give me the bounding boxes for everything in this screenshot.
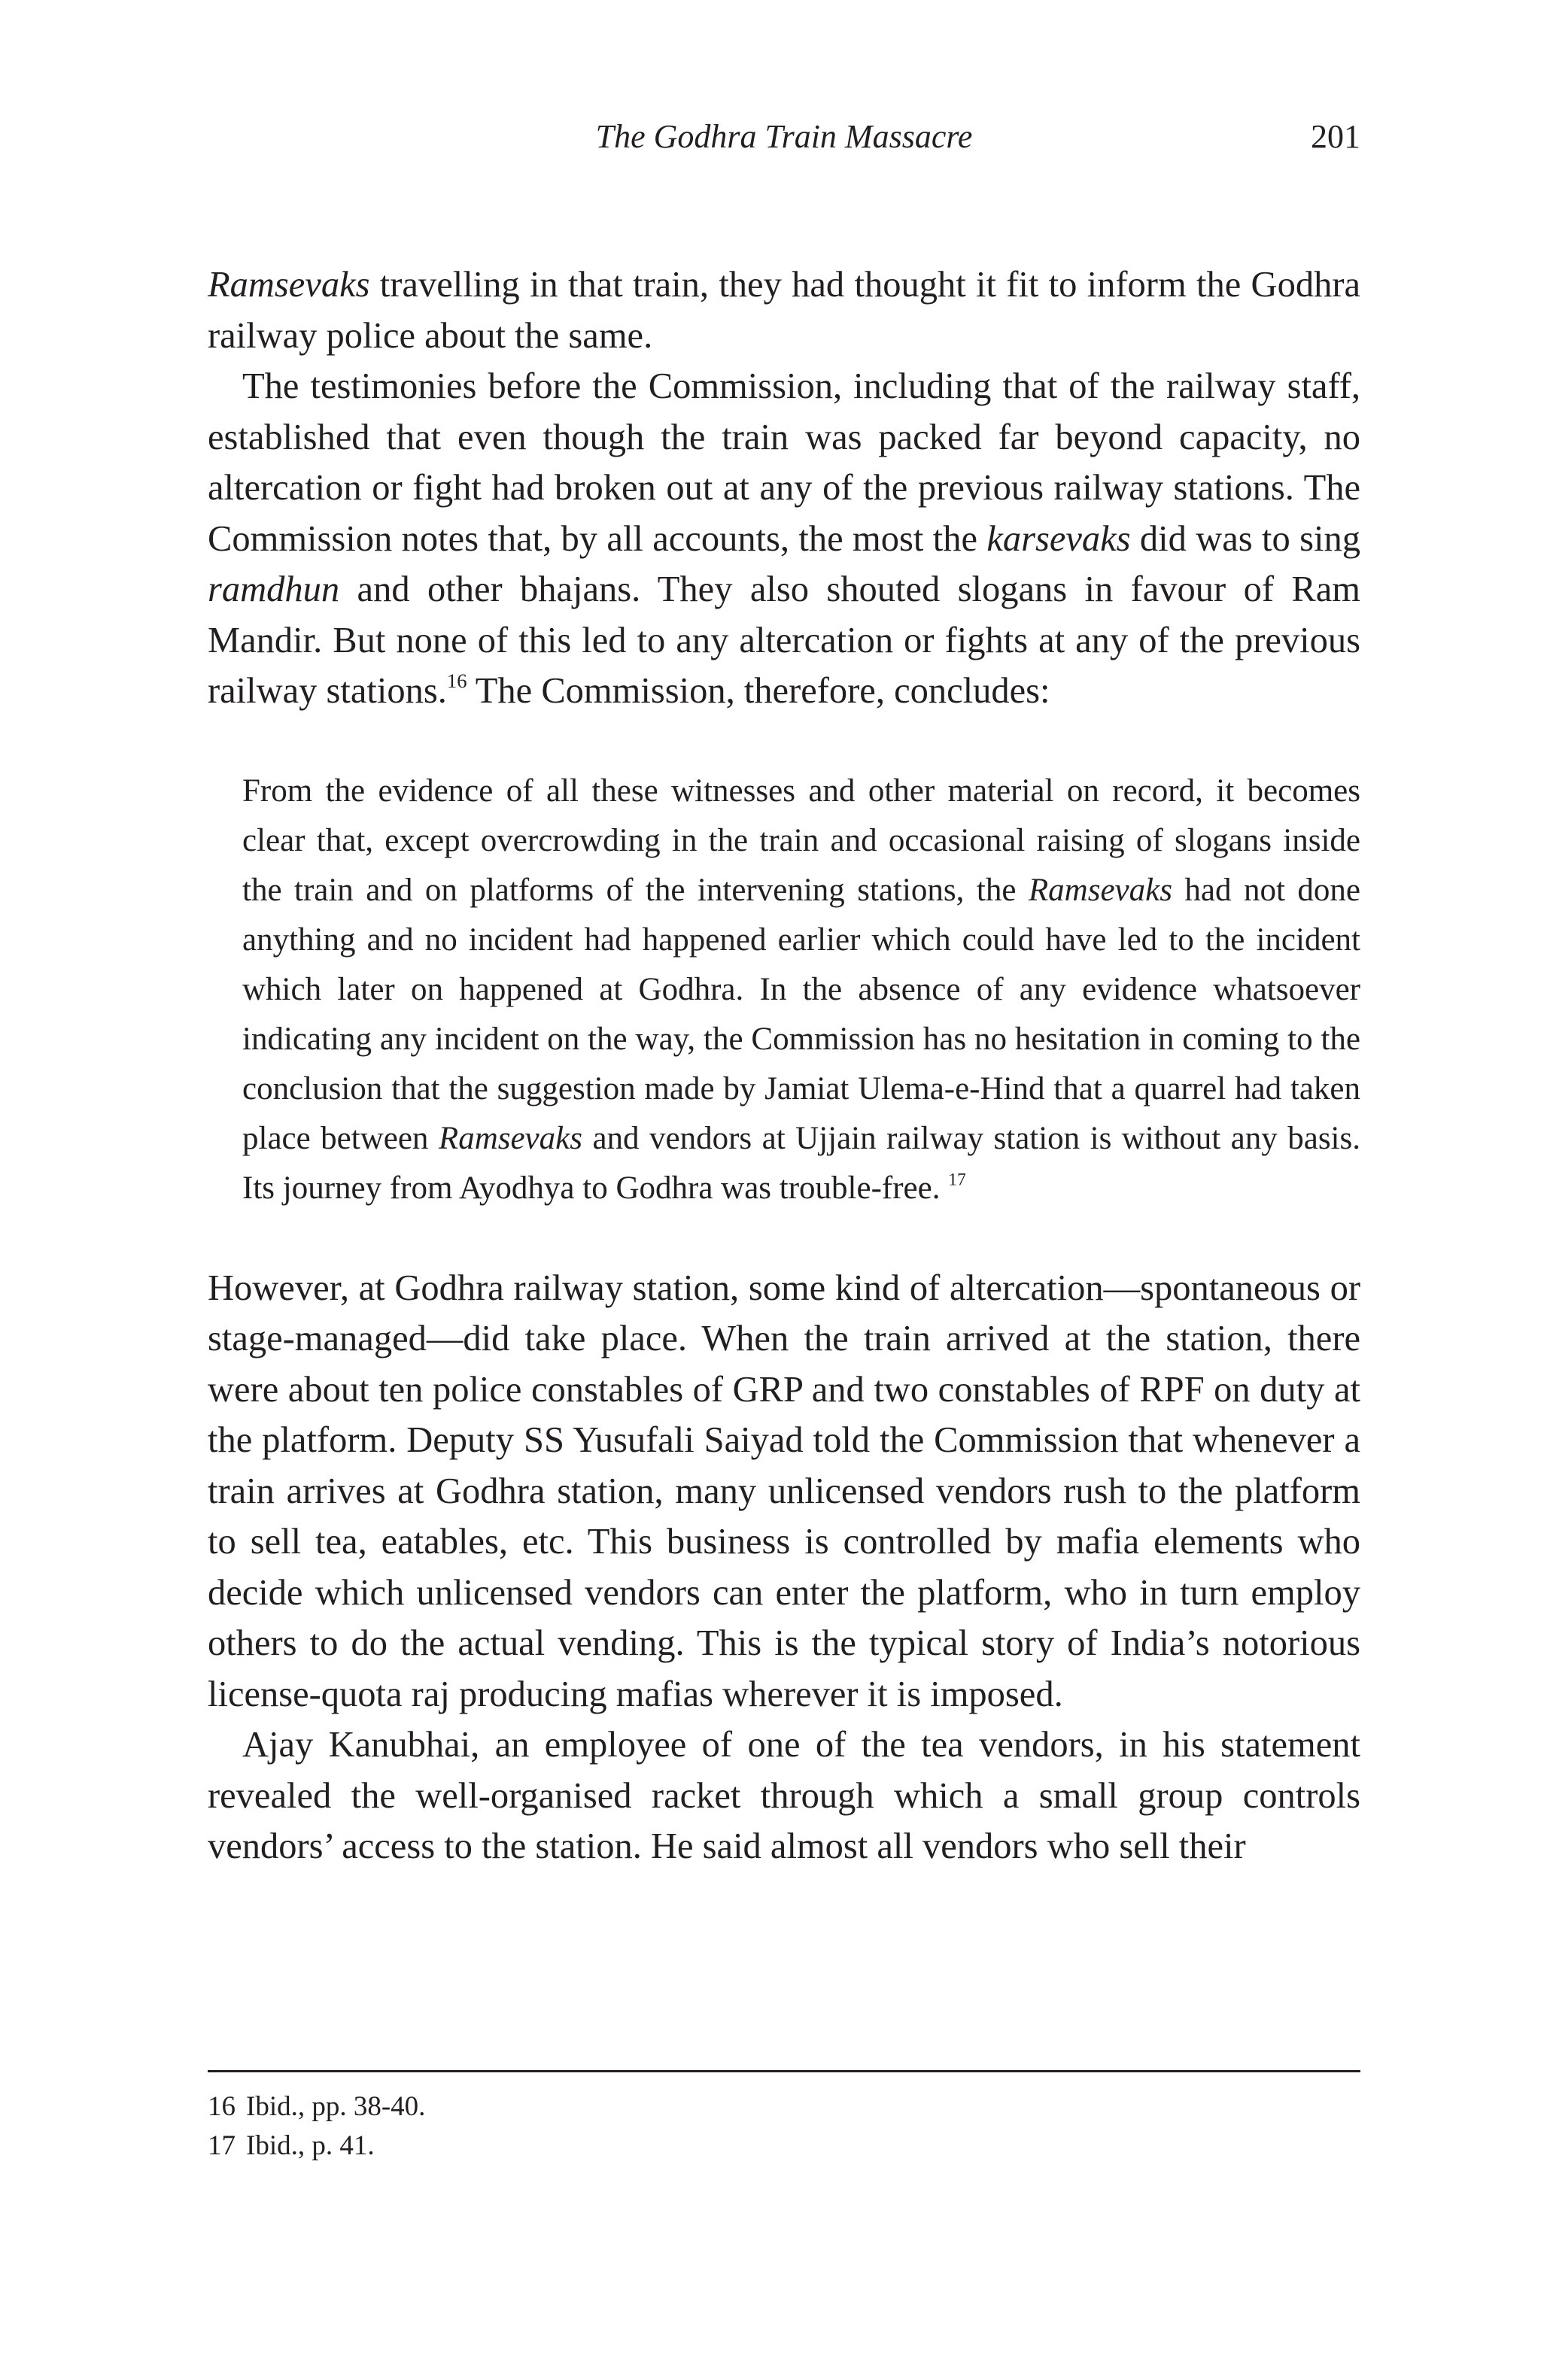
italic-term: ramdhun — [208, 569, 340, 609]
italic-term: Ramsevaks — [1028, 872, 1172, 908]
paragraph-text: and other bhajans. They also shouted slogans in favour of Ram Mandir. But none of this led to any altercation or fights at any of the previous railway stations. — [208, 569, 1360, 711]
italic-term: karsevaks — [986, 518, 1131, 559]
footnote-number: 17 — [208, 2130, 236, 2161]
main-text — [208, 260, 1360, 1872]
footnote-item — [208, 2087, 425, 2127]
italic-term: Ramsevaks — [208, 265, 370, 305]
footnotes — [208, 2087, 425, 2166]
paragraph-text: did was to sing — [1130, 518, 1360, 559]
paragraph-text: The Commission, therefore, concludes: — [467, 671, 1050, 711]
paragraph-3: However, at Godhra railway station, some kind of altercation—spontaneous or stage-managed—did take place. When the train arrived at the station, there were about ten police constables of GRP and two constables of RPF on duty at the platform. Deputy SS Yusufali Saiyad told the Commission that whenever a train arrives at Godhra station, many unlicensed vendors rush to the platform to sell tea, eatables, etc. This business is controlled by mafia elements who decide which unlicensed vendors can enter the platform, who in turn employ others to do the actual vending. This is the typical story of India’s notorious license-quota raj producing mafias wherever it is imposed. — [208, 1267, 1360, 1714]
quote-text: had not done anything and no incident had happened earlier which could have led to the incident which later on happened at Godhra. In the absence of any evidence whatsoever indicating any incident on the way, the Commission has no hesitation in coming to the conclusion that the suggestion made by Jamiat Ulema-e-Hind that a quarrel had taken place between — [242, 872, 1360, 1156]
quote-text: and vendors at Ujjain railway station is without any basis. Its journey from Ayodhya to Godhra was trouble-free. — [242, 1120, 1360, 1206]
block-quote — [242, 767, 1360, 1213]
paragraph-4: Ajay Kanubhai, an employee of one of the tea vendors, in his statement revealed the well-organised racket through which a small group controls vendors’ access to the station. He said almost all vendors who sell their — [208, 1725, 1360, 1866]
quote-text: From the evidence of all these witnesses and other material on record, it becomes clear that, except overcrowding in the train and occasional raising of slogans inside the train and on platforms of the intervening stations, the — [242, 773, 1360, 908]
footnote-number: 16 — [208, 2091, 236, 2122]
page-number: 201 — [1311, 118, 1360, 155]
footnote-divider — [208, 2070, 1360, 2072]
footnote-text: Ibid., p. 41. — [246, 2130, 375, 2161]
footnote-item — [208, 2127, 425, 2166]
running-title: The Godhra Train Massacre — [595, 118, 973, 155]
footnote-ref: 16 — [446, 669, 467, 692]
paragraph-2 — [208, 361, 1360, 717]
running-header — [208, 114, 1360, 159]
paragraph-1 — [208, 260, 1360, 361]
footnote-ref: 17 — [948, 1169, 966, 1189]
italic-term: Ramsevaks — [438, 1120, 582, 1156]
footnote-text: Ibid., pp. 38-40. — [246, 2091, 426, 2122]
paragraph-text: The testimonies before the Commission, including that of the railway staff, established that even though the train was packed far beyond capacity, no altercation or fight had broken out at any of the previous railway stations. The Commission notes that, by all accounts, the most the — [208, 366, 1360, 559]
paragraph-text: travelling in that train, they had thought it fit to inform the Godhra railway police about the same. — [208, 265, 1360, 356]
